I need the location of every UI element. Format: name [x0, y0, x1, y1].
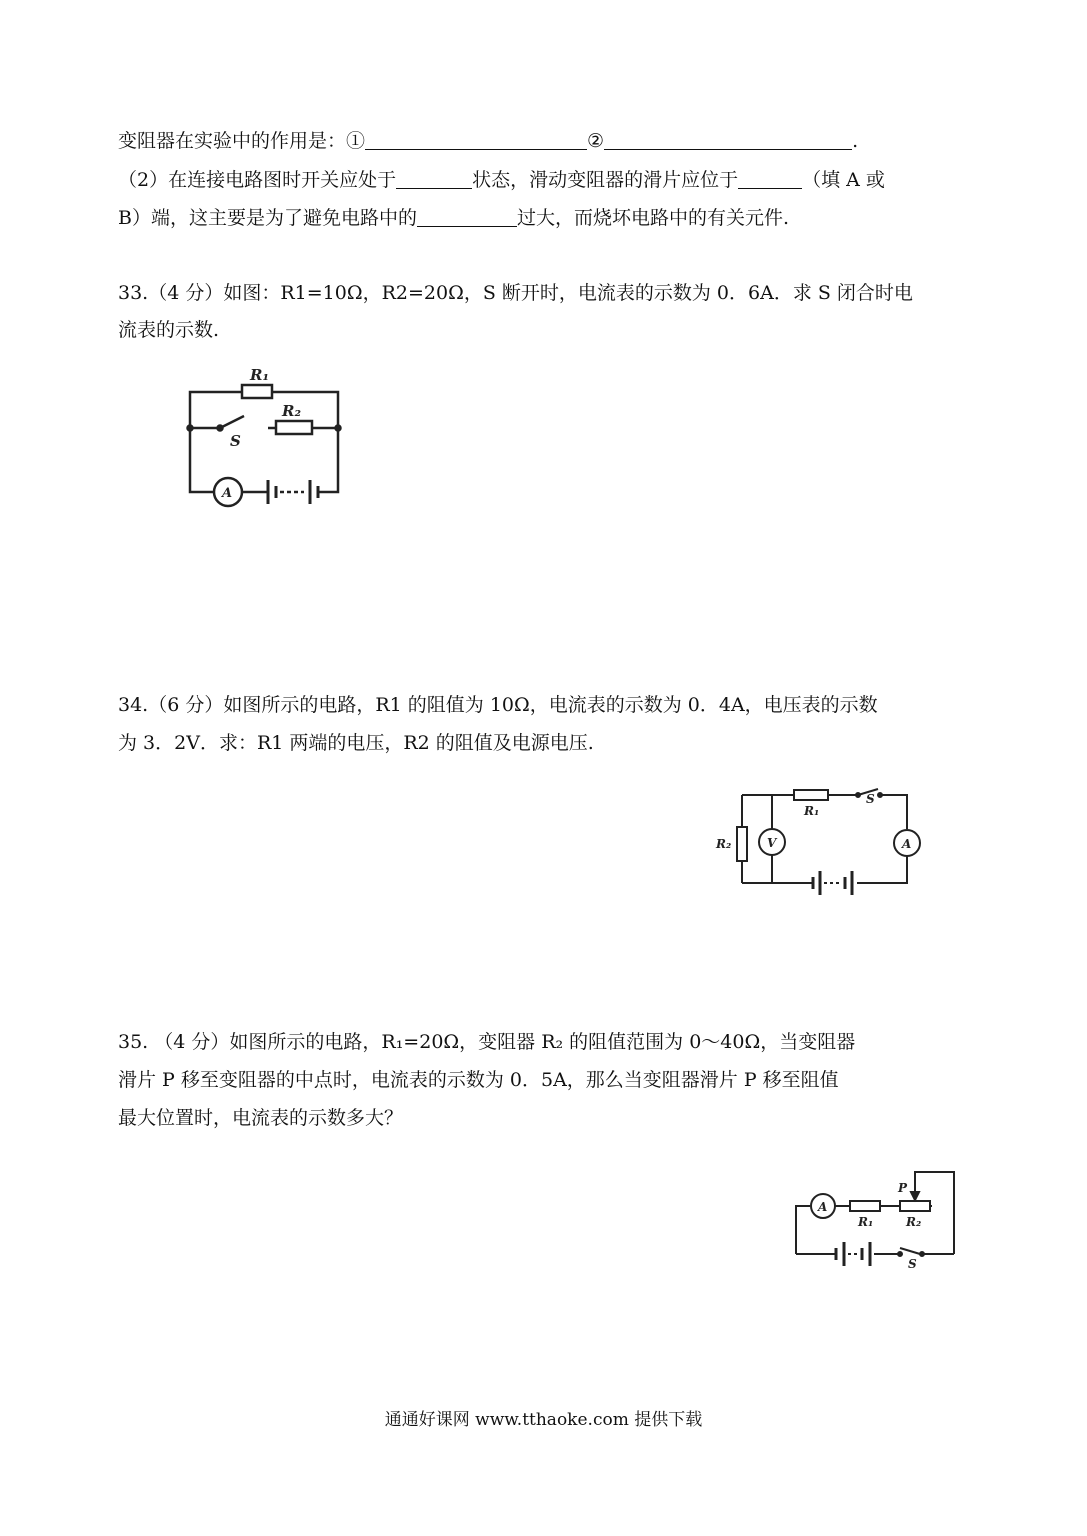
- q35-battery: [862, 1242, 870, 1266]
- q32-line3: [118, 205, 970, 231]
- q32-blank-3[interactable]: [396, 168, 472, 189]
- q34-label-a: A: [902, 837, 912, 851]
- q34-label-r1: R₁: [804, 804, 820, 818]
- q32-line2-c: （填 A 或: [802, 169, 885, 191]
- q35-switch: [900, 1248, 920, 1254]
- q32-mark-2: ②: [587, 130, 605, 152]
- q33-label-r2: R₂: [282, 402, 302, 420]
- q33-label-a: A: [222, 486, 233, 501]
- q32-line1-end: .: [852, 130, 859, 152]
- q35-label-a: A: [818, 1200, 828, 1214]
- q32-line1: [118, 128, 970, 154]
- q33-r2-resistor: [276, 421, 312, 434]
- q32-line3-a: B）端，这主要是为了避免电路中的: [118, 207, 417, 229]
- q34-label-r2: R₂: [716, 837, 732, 851]
- q32-blank-4[interactable]: [738, 168, 802, 189]
- q32-line3-b: 过大，而烧坏电路中的有关元件.: [516, 207, 790, 229]
- q32-line2-a: （2）在连接电路图时开关应处于: [118, 169, 397, 191]
- q35-label-r2: R₂: [906, 1215, 922, 1229]
- q33-line1: 33.（4 分）如图：R1=10Ω，R2=20Ω，S 断开时，电流表的示数为 0．6A．求 S 闭合时电: [118, 282, 913, 304]
- q35-circuit-diagram: [786, 1162, 966, 1272]
- q34-r2-resistor: [737, 827, 747, 861]
- q33-r1-resistor: [242, 385, 272, 398]
- q33-line2: 流表的示数.: [118, 319, 220, 341]
- q35-r1-resistor: [850, 1201, 880, 1211]
- q35-label-s: S: [908, 1257, 917, 1271]
- q34-r1-resistor: [794, 790, 828, 800]
- q33-battery: [268, 480, 276, 504]
- q32-blank-1[interactable]: [365, 129, 587, 150]
- q33-label-r1: R₁: [250, 366, 270, 384]
- q34-label-v: V: [767, 836, 777, 850]
- q34-battery: [845, 871, 852, 895]
- q35-line2: 滑片 P 移至变阻器的中点时，电流表的示数为 0．5A，那么当变阻器滑片 P 移至阻值: [118, 1069, 839, 1091]
- q33-switch: [220, 416, 244, 428]
- q35-slider-p: [915, 1172, 954, 1254]
- q35-line3: 最大位置时，电流表的示数多大？: [118, 1107, 404, 1129]
- q32-line2-b: 状态，滑动变阻器的滑片应位于: [472, 169, 739, 191]
- q35-line1: 35. （4 分）如图所示的电路，R₁=20Ω，变阻器 R₂ 的阻值范围为 0～40Ω，当变阻器: [118, 1031, 856, 1053]
- q33-circuit-diagram: [180, 360, 355, 530]
- q35-label-p: P: [898, 1181, 908, 1195]
- q35-label-r1: R₁: [858, 1215, 874, 1229]
- q32-line2: [118, 167, 970, 193]
- q32-blank-2[interactable]: [604, 129, 852, 150]
- q34-circuit-diagram: [712, 785, 927, 900]
- q35-r2-rheostat: [900, 1201, 930, 1211]
- q34-line2: 为 3．2V．求：R1 两端的电压，R2 的阻值及电源电压.: [118, 732, 594, 754]
- q34-line1: 34.（6 分）如图所示的电路，R1 的阻值为 10Ω，电流表的示数为 0．4A，电压表的示数: [118, 694, 878, 716]
- q33-label-s: S: [230, 432, 241, 450]
- page-footer: 通通好课网 www.tthaoke.com 提供下载: [384, 1410, 703, 1430]
- q32-line1-text: 变阻器在实验中的作用是：①: [118, 130, 366, 152]
- q34-label-s: S: [866, 792, 875, 806]
- q32-blank-5[interactable]: [417, 206, 517, 227]
